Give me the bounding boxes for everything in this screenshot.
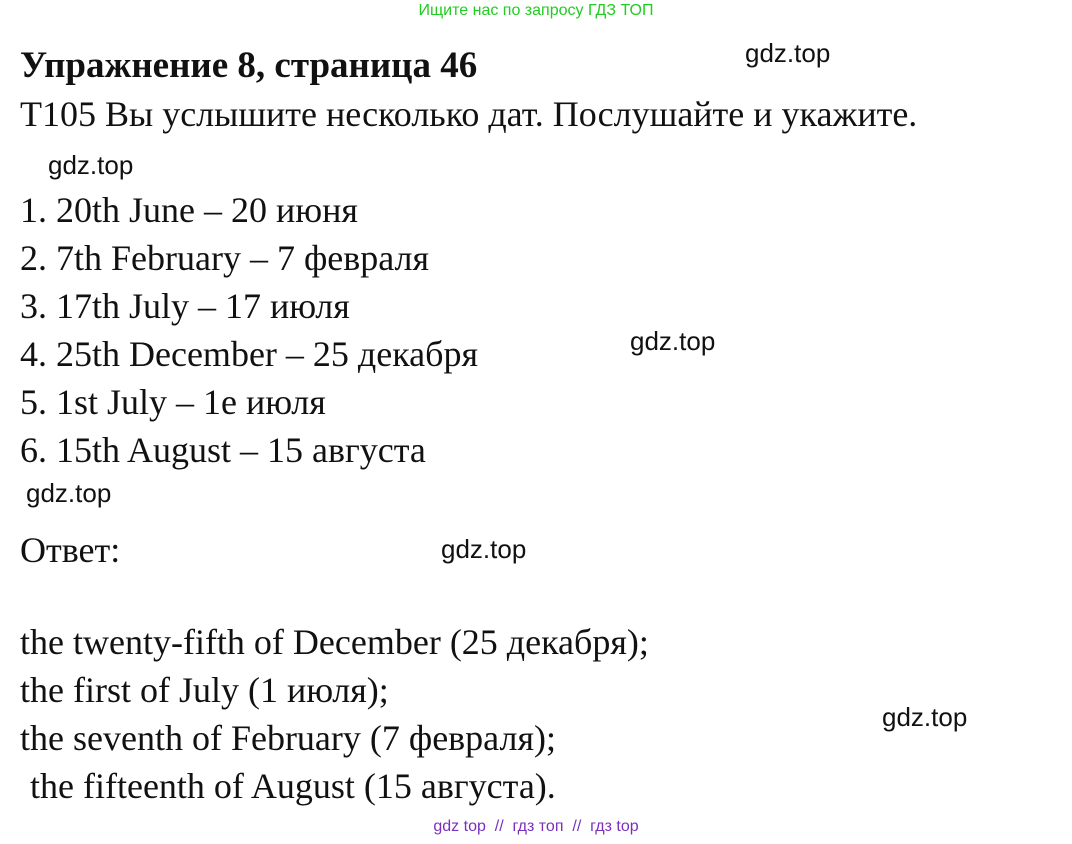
watermark: gdz.top <box>630 326 716 356</box>
answer-item: the fifteenth of August (15 августа). <box>30 766 556 806</box>
list-item: 4. 25th December – 25 декабря <box>20 334 478 374</box>
answer-item: the seventh of February (7 февраля); <box>20 718 556 758</box>
answer-item: the twenty-fifth of December (25 декабря); <box>20 622 649 662</box>
list-item: 3. 17th July – 17 июля <box>20 286 350 326</box>
answer-label: Ответ: <box>20 530 121 570</box>
watermark: gdz.top <box>882 702 968 732</box>
answer-item: the first of July (1 июля); <box>20 670 389 710</box>
list-item: 5. 1st July – 1е июля <box>20 382 326 422</box>
list-item: 1. 20th June – 20 июня <box>20 190 358 230</box>
top-banner-link[interactable]: Ищите нас по запросу ГДЗ ТОП <box>418 2 654 19</box>
watermark: gdz.top <box>745 38 831 68</box>
task-instruction: T105 Вы услышите несколько дат. Послушайте и укажите. <box>20 94 918 134</box>
list-item: 2. 7th February – 7 февраля <box>20 238 430 278</box>
exercise-title: Упражнение 8, страница 46 <box>20 45 478 86</box>
answers-list <box>20 618 649 810</box>
footer-links[interactable]: gdz top // гдз топ // гдз top <box>433 818 639 835</box>
watermark: gdz.top <box>441 534 527 564</box>
watermark: gdz.top <box>26 478 112 508</box>
dates-list <box>20 186 478 474</box>
watermark: gdz.top <box>48 150 134 180</box>
list-item: 6. 15th August – 15 августа <box>20 430 426 470</box>
